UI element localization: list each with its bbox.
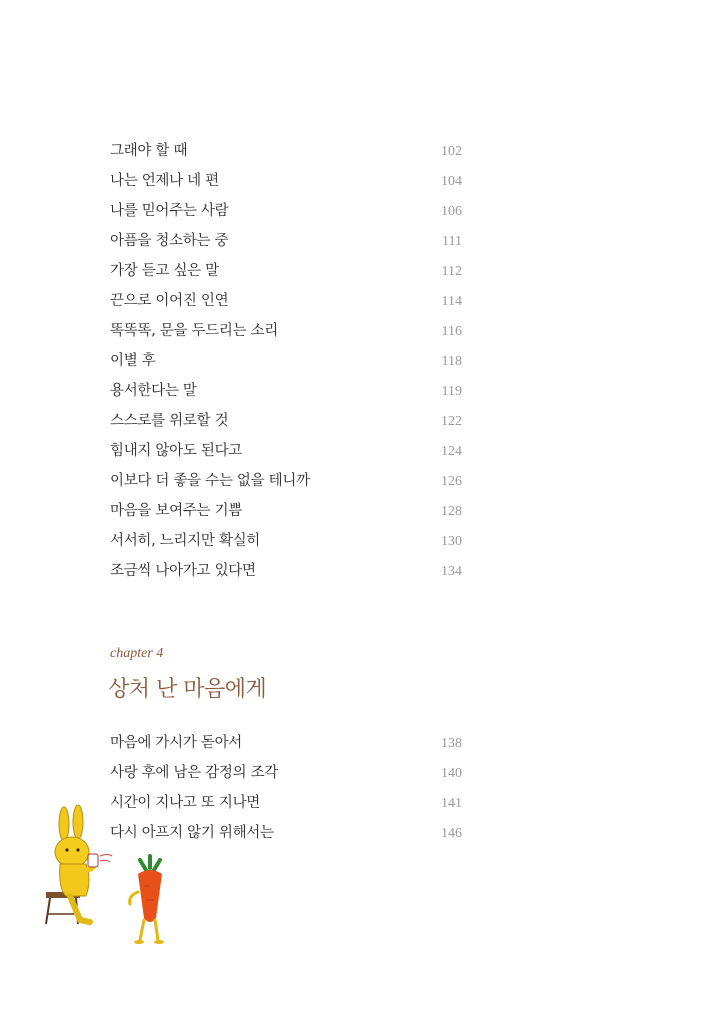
toc-entry-title: 용서한다는 말: [110, 383, 197, 399]
toc-entry: [110, 376, 462, 406]
toc-entry-page: 140: [441, 766, 462, 781]
toc-entry: [110, 316, 462, 346]
toc-entry-page: 122: [441, 414, 462, 429]
toc-entry-title: 스스로를 위로할 것: [110, 413, 229, 429]
toc-entry-title: 시간이 지나고 또 지나면: [110, 795, 260, 811]
toc-entry: [110, 728, 462, 758]
toc-entry-title: 똑똑똑, 문을 두드리는 소리: [110, 323, 279, 339]
toc-entry: [110, 286, 462, 316]
toc-entry-page: 138: [441, 736, 462, 751]
toc-entry-title: 이별 후: [110, 353, 156, 369]
chapter-label: chapter 4: [110, 646, 164, 661]
toc-entry-page: 116: [441, 324, 462, 339]
toc-entry-title: 나는 언제나 네 편: [110, 173, 219, 189]
toc-entry-page: 106: [441, 204, 462, 219]
toc-entry: [110, 136, 462, 166]
toc-entry-page: 111: [442, 234, 462, 249]
toc-entry: [110, 436, 462, 466]
carrot-icon: [130, 856, 164, 944]
rabbit-icon: [55, 805, 112, 922]
toc-entry-title: 사랑 후에 남은 감정의 조각: [110, 765, 279, 781]
rabbit-carrot-illustration: [40, 800, 180, 950]
toc-list: [110, 136, 462, 586]
toc-entry: [110, 226, 462, 256]
toc-entry-title: 이보다 더 좋을 수는 없을 테니까: [110, 473, 310, 489]
toc-entry-page: 126: [441, 474, 462, 489]
toc-entry-page: 128: [441, 504, 462, 519]
toc-entry-title: 서서히, 느리지만 확실히: [110, 533, 260, 549]
toc-entry-page: 112: [441, 264, 462, 279]
toc-entry-page: 124: [441, 444, 462, 459]
toc-entry-title: 마음에 가시가 돋아서: [110, 735, 242, 751]
toc-entry: [110, 556, 462, 586]
toc-entry-title: 다시 아프지 않기 위해서는: [110, 825, 274, 841]
toc-entry-page: 114: [441, 294, 462, 309]
toc-entry-page: 119: [441, 384, 462, 399]
toc-entry: [110, 346, 462, 376]
toc-entry-title: 가장 듣고 싶은 말: [110, 263, 219, 279]
toc-entry-page: 146: [441, 826, 462, 841]
toc-entry-page: 118: [441, 354, 462, 369]
toc-entry: [110, 496, 462, 526]
toc-entry-page: 130: [441, 534, 462, 549]
toc-entry: [110, 526, 462, 556]
toc-entry: [110, 256, 462, 286]
toc-entry: [110, 166, 462, 196]
toc-entry: [110, 466, 462, 496]
toc-entry-title: 아픔을 청소하는 중: [110, 233, 229, 249]
toc-entry-page: 141: [441, 796, 462, 811]
chapter-title: 상처 난 마음에게: [108, 677, 267, 702]
toc-entry-title: 나를 믿어주는 사람: [110, 203, 229, 219]
toc-entry-title: 마음을 보여주는 기쁨: [110, 503, 242, 519]
toc-entry-page: 134: [441, 564, 462, 579]
toc-entry: [110, 758, 462, 788]
toc-entry: [110, 196, 462, 226]
toc-entry-page: 102: [441, 144, 462, 159]
toc-entry-title: 힘내지 않아도 된다고: [110, 443, 242, 459]
toc-entry: [110, 406, 462, 436]
toc-entry-title: 그래야 할 때: [110, 143, 188, 159]
toc-entry-title: 조금씩 나아가고 있다면: [110, 563, 256, 579]
toc-entry-page: 104: [441, 174, 462, 189]
toc-entry-title: 끈으로 이어진 인연: [110, 293, 229, 309]
